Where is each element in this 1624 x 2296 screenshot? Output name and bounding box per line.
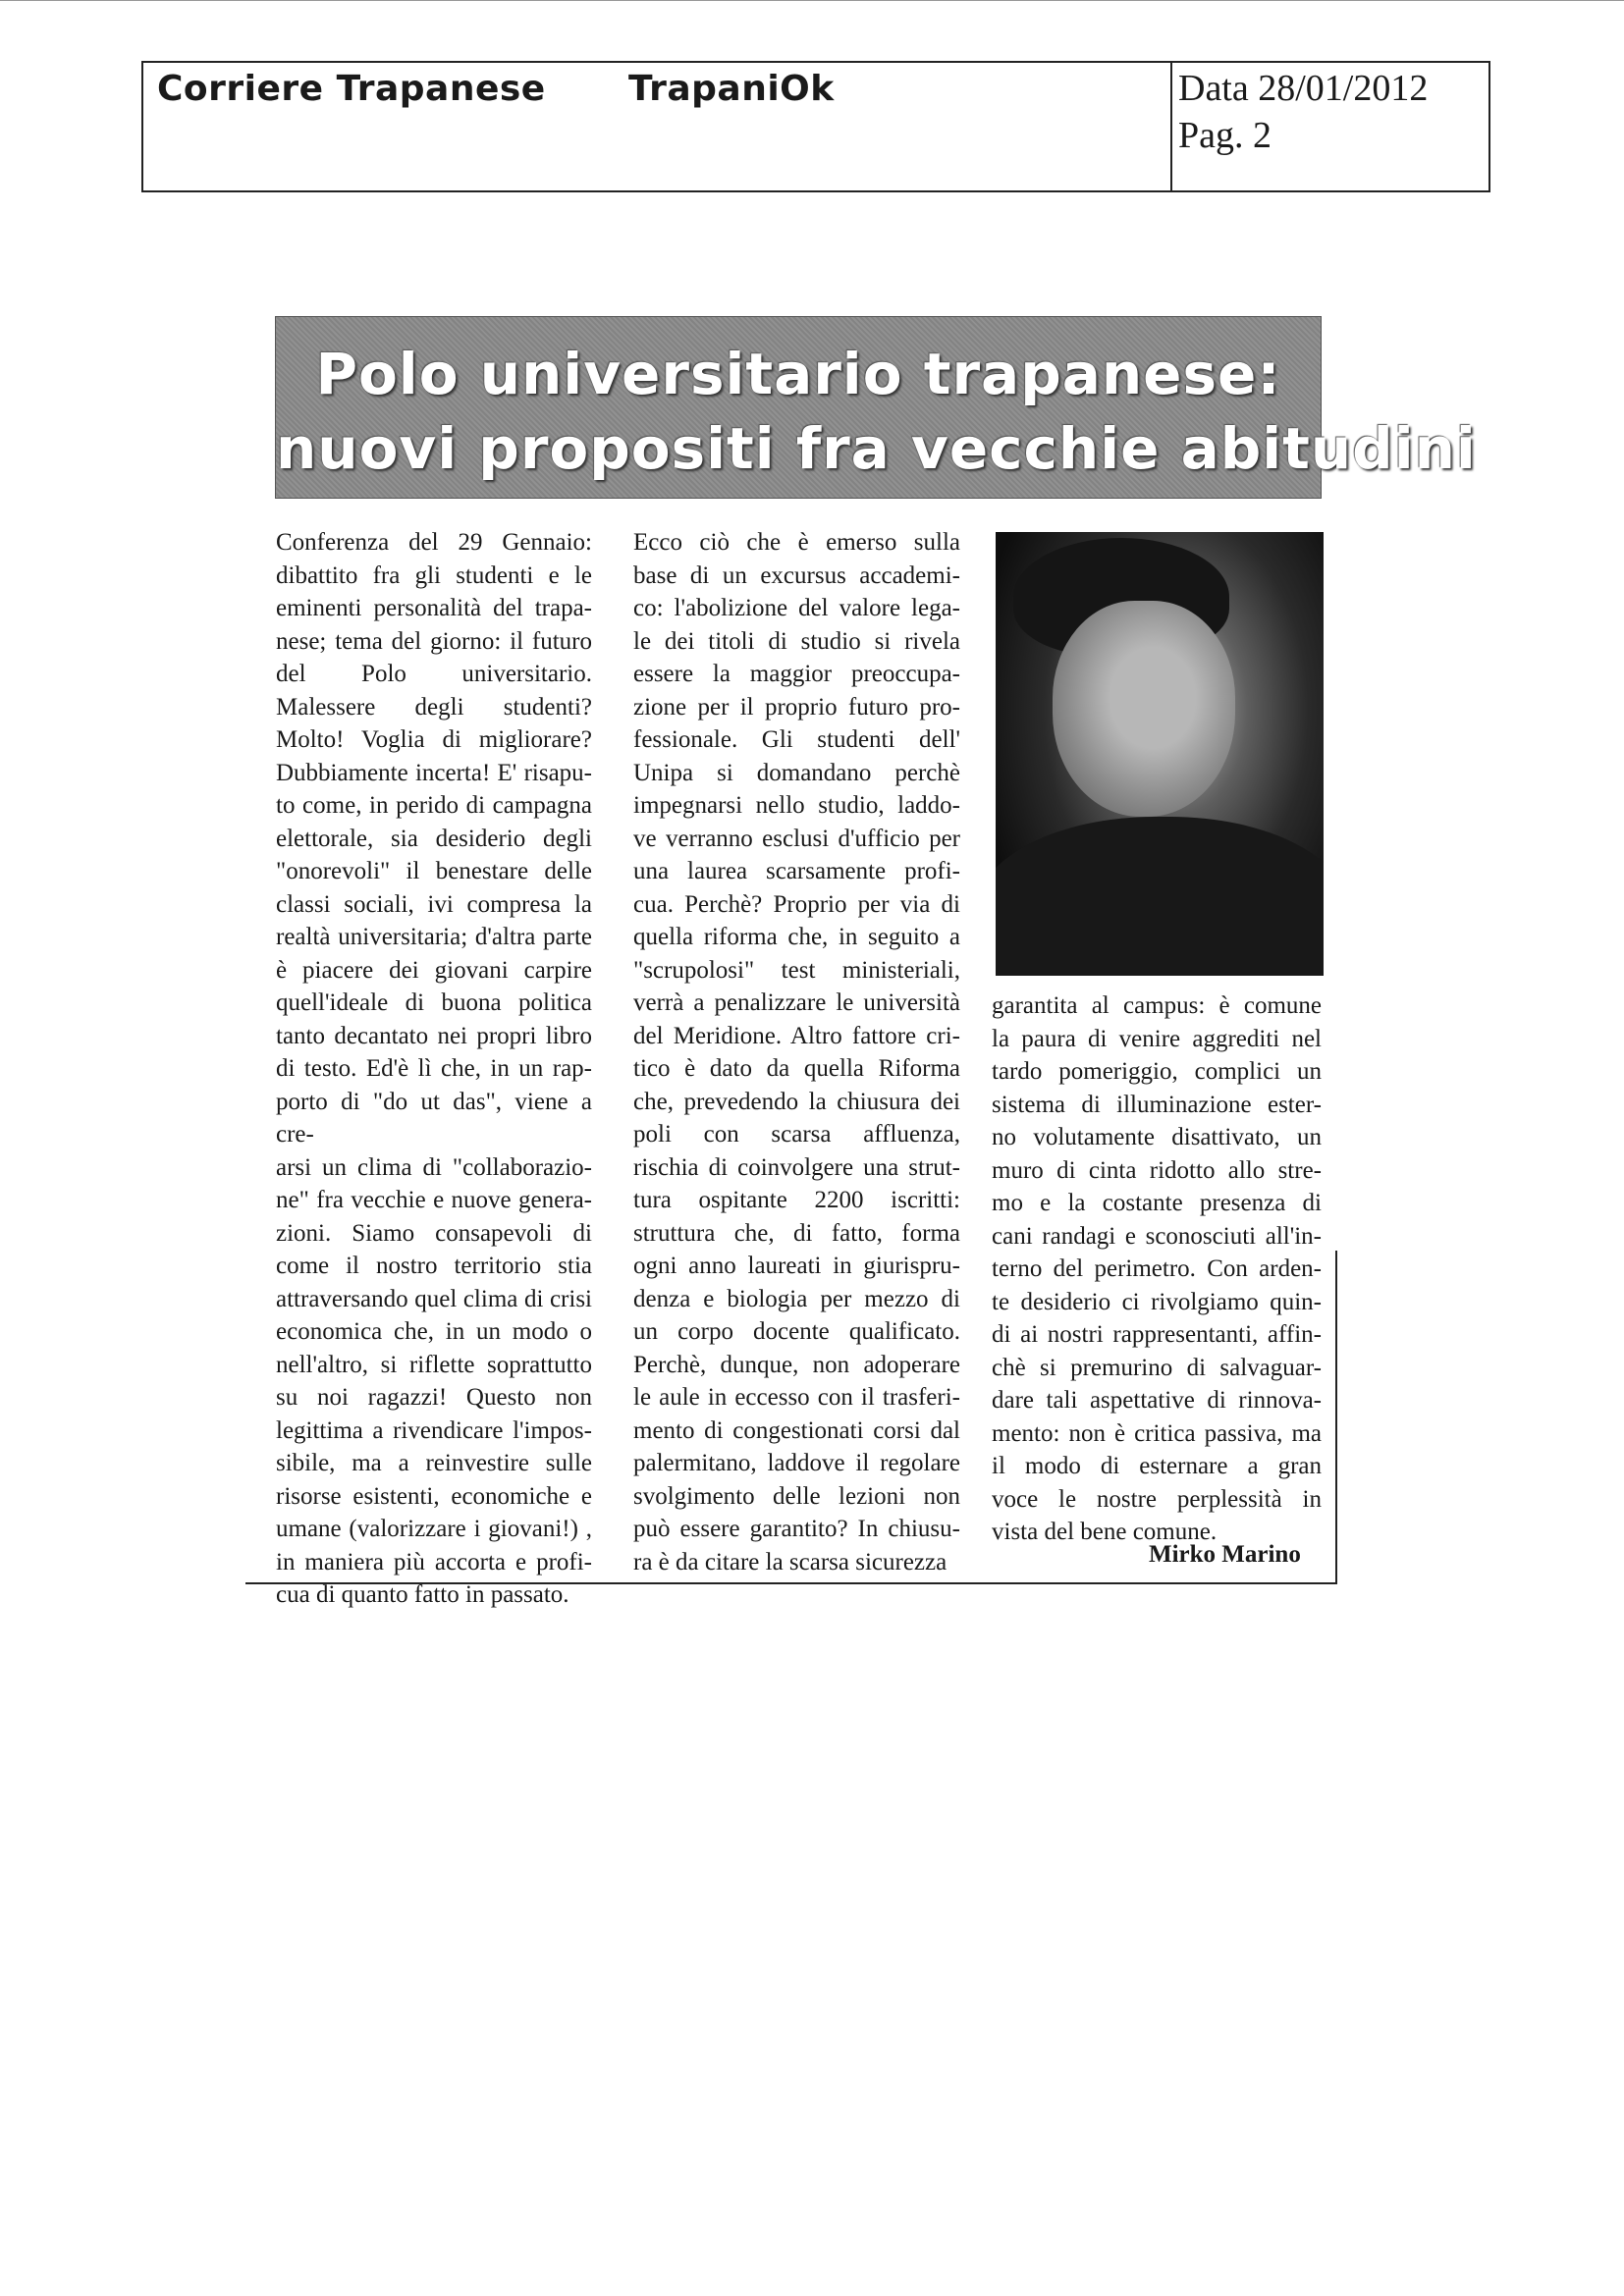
- article-line: una laurea scarsamente profi-: [633, 858, 960, 884]
- article-line: in maniera più accorta e profi-: [276, 1548, 592, 1575]
- article-line: tardo pomeriggio, complici un: [992, 1058, 1322, 1085]
- header-divider: [1170, 63, 1172, 190]
- article-line: come il nostro territorio stia: [276, 1253, 592, 1279]
- article-byline: Mirko Marino: [1149, 1541, 1301, 1568]
- article-line: la paura di venire aggrediti nel: [992, 1025, 1322, 1052]
- article-line: no volutamente disattivato, un: [992, 1124, 1322, 1150]
- article-line: struttura che, di fatto, forma: [633, 1219, 960, 1247]
- article-line: cua di quanto fatto in passato.: [276, 1581, 569, 1608]
- article-line: economica che, in un modo o: [276, 1318, 592, 1345]
- article-line: ve verranno esclusi d'ufficio per: [633, 825, 960, 852]
- article-line: Perchè, dunque, non adoperare: [633, 1351, 960, 1378]
- article-line: tura ospitante 2200 iscritti:: [633, 1187, 960, 1213]
- article-line: che, prevedendo la chiusura dei: [633, 1088, 960, 1115]
- article-line: realtà universitaria; d'altra parte: [276, 924, 592, 950]
- article-line: zione per il proprio futuro pro-: [633, 693, 960, 721]
- page-number: Pag. 2: [1178, 115, 1272, 156]
- article-line: voce le nostre perplessità in: [992, 1485, 1322, 1513]
- issue-date: Data 28/01/2012: [1178, 68, 1429, 109]
- article-line: può essere garantito? In chiusu-: [633, 1516, 960, 1542]
- article-line: denza e biologia per mezzo di: [633, 1285, 960, 1312]
- article-line: le aule in eccesso con il trasferi-: [633, 1384, 960, 1411]
- article-line: sistema di illuminazione ester-: [992, 1091, 1322, 1118]
- article-line: nell'altro, si riflette soprattutto: [276, 1351, 592, 1378]
- article-line: del Meridione. Altro fattore cri-: [633, 1022, 960, 1049]
- article-line: "scrupolosi" test ministeriali,: [633, 956, 960, 984]
- article-column-1: [276, 526, 592, 1612]
- article-line: chè si premurino di salvaguar-: [992, 1354, 1322, 1381]
- article-line: base di un excursus accademi-: [633, 561, 960, 589]
- article-line: dibattito fra gli studenti e le: [276, 561, 592, 589]
- column-rule: [1335, 1251, 1337, 1584]
- publication-name-secondary: TrapaniOk: [628, 69, 835, 109]
- article-line: nese; tema del giorno: il futuro: [276, 627, 592, 655]
- article-line: impegnarsi nello studio, laddo-: [633, 792, 960, 819]
- article-bottom-rule: [245, 1582, 1335, 1584]
- article-line: un corpo docente qualificato.: [633, 1318, 960, 1345]
- article-line: umane (valorizzare i giovani!) ,: [276, 1516, 592, 1542]
- article-line: risorse esistenti, economiche e: [276, 1482, 592, 1510]
- article-line: fessionale. Gli studenti dell': [633, 726, 960, 753]
- article-line: di ai nostri rappresentanti, affin-: [992, 1321, 1322, 1348]
- article-line: ra è da citare la scarsa sicurezza: [633, 1548, 947, 1575]
- article-line: è piacere dei giovani carpire: [276, 956, 592, 984]
- article-line: verrà a penalizzare le università: [633, 989, 960, 1016]
- article-line: essere la maggior preoccupa-: [633, 661, 960, 687]
- article-line: garantita al campus: è comune: [992, 992, 1322, 1019]
- article-line: Molto! Voglia di migliorare?: [276, 726, 592, 753]
- article-line: te desiderio ci rivolgiamo quin-: [992, 1288, 1322, 1315]
- article-line: vista del bene comune.: [992, 1519, 1218, 1545]
- page-top-edge: [0, 0, 1624, 1]
- article-line: tanto decantato nei propri libro: [276, 1022, 592, 1049]
- article-line: muro di cinta ridotto allo stre-: [992, 1156, 1322, 1184]
- article-line: il modo di esternare a gran: [992, 1453, 1322, 1479]
- headline-banner: [275, 316, 1477, 499]
- article-column-3: [992, 989, 1322, 1549]
- article-line: ogni anno laureati in giurispru-: [633, 1253, 960, 1279]
- article-line: Conferenza del 29 Gennaio:: [276, 529, 592, 556]
- article-line: palermitano, laddove il regolare: [633, 1450, 960, 1476]
- article-line: to come, in perido di campagna: [276, 792, 592, 819]
- headline-line-1: Polo universitario trapanese:: [315, 341, 1281, 407]
- article-line: legittima a rivendicare l'impos-: [276, 1416, 592, 1444]
- article-line: ne" fra vecchie e nuove genera-: [276, 1187, 592, 1213]
- article-line: mento: non è critica passiva, ma: [992, 1419, 1322, 1447]
- article-line: classi sociali, ivi compresa la: [276, 890, 592, 918]
- header-meta: [1178, 65, 1428, 159]
- photo-shoulders: [996, 817, 1324, 976]
- article-line: porto di "do ut das", viene a cre-: [276, 1088, 592, 1148]
- article-line: tico è dato da quella Riforma: [633, 1055, 960, 1082]
- article-line: Unipa si domandano perchè: [633, 759, 960, 786]
- author-photo: [996, 532, 1324, 976]
- article-line: rischia di coinvolgere una strut-: [633, 1153, 960, 1181]
- article-line: poli con scarsa affluenza,: [633, 1121, 960, 1148]
- article-line: svolgimento delle lezioni non: [633, 1482, 960, 1510]
- article-line: zioni. Siamo consapevoli di: [276, 1219, 592, 1247]
- article-line: quella riforma che, in seguito a: [633, 924, 960, 950]
- headline-line-2: nuovi propositi fra vecchie abitudini: [276, 415, 1477, 482]
- article-line: Malessere degli studenti?: [276, 693, 592, 721]
- article-line: dare tali aspettative di rinnova-: [992, 1387, 1322, 1414]
- article-line: Ecco ciò che è emerso sulla: [633, 529, 960, 556]
- article-line: sibile, ma a reinvestire sulle: [276, 1450, 592, 1476]
- article-line: arsi un clima di "collaborazio-: [276, 1153, 592, 1181]
- article-line: "onorevoli" il benestare delle: [276, 858, 592, 884]
- article-line: quell'ideale di buona politica: [276, 989, 592, 1016]
- clipping-header: [141, 61, 1490, 192]
- article-line: elettorale, sia desiderio degli: [276, 825, 592, 852]
- article-line: le dei titoli di studio si rivela: [633, 627, 960, 655]
- photo-face: [1053, 601, 1235, 817]
- article-line: di testo. Ed'è lì che, in un rap-: [276, 1055, 592, 1082]
- article-line: Dubbiamente incerta! E' risapu-: [276, 759, 592, 786]
- article-line: attraversando quel clima di crisi: [276, 1285, 592, 1312]
- article-line: terno del perimetro. Con arden-: [992, 1255, 1322, 1282]
- article-line: cani randagi e sconosciuti all'in-: [992, 1222, 1322, 1250]
- article-line: co: l'abolizione del valore lega-: [633, 595, 960, 621]
- publication-name: Corriere Trapanese: [157, 69, 546, 109]
- article-line: su noi ragazzi! Questo non: [276, 1384, 592, 1411]
- article-line: del Polo universitario.: [276, 661, 592, 687]
- article-line: mo e la costante presenza di: [992, 1190, 1322, 1216]
- article-line: eminenti personalità del trapa-: [276, 595, 592, 621]
- article-column-2: [633, 526, 960, 1578]
- article-line: cua. Perchè? Proprio per via di: [633, 890, 960, 918]
- article-line: mento di congestionati corsi dal: [633, 1416, 960, 1444]
